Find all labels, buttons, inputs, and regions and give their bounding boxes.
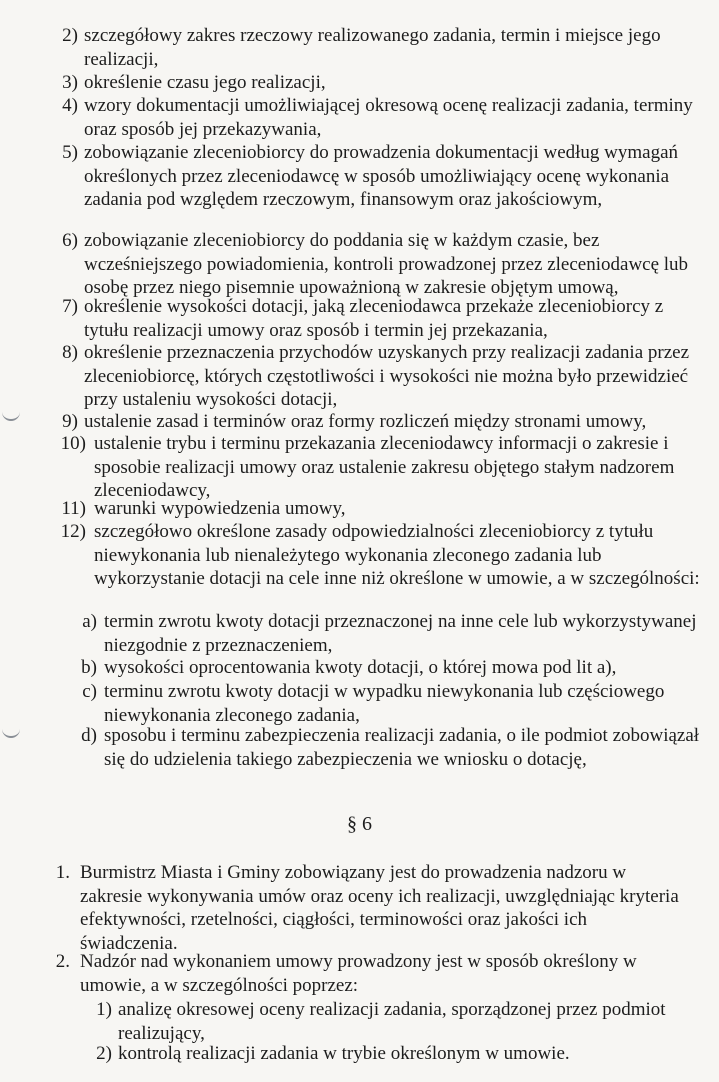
item-number: d) — [81, 725, 97, 746]
item-number: c) — [82, 681, 97, 702]
item-number: 4) — [62, 95, 78, 116]
item-text: ustalenie trybu i terminu przekazania zleceniodawcy informacji o zakresie i sposobie realizacji umowy oraz ustalenie zakresu objętego stałym nadzorem zleceniodawcy, — [94, 433, 675, 502]
item-text: ustalenie zasad i terminów oraz formy rozliczeń między stronami umowy, — [84, 411, 647, 432]
item-number: 6) — [62, 230, 78, 251]
item-text: warunki wypowiedzenia umowy, — [94, 498, 346, 519]
item-number: 8) — [62, 342, 78, 363]
item-number: 3) — [62, 72, 78, 93]
item-text: termin zwrotu kwoty dotacji przeznaczonej na inne cele lub wykorzystywanej niezgodnie z przeznaczeniem, — [104, 611, 697, 656]
item-text: określenie wysokości dotacji, jaką zleceniodawca przekaże zleceniobiorcy z tytułu realizacji umowy oraz sposób i termin jej przekazania, — [84, 296, 664, 341]
item-number: 2. — [55, 951, 70, 972]
item-number: 2) — [62, 25, 78, 46]
item-number: 11) — [61, 498, 86, 519]
item-number: a) — [82, 611, 97, 632]
item-text: Nadzór nad wykonaniem umowy prowadzony jest w sposób określony w umowie, a w szczególności poprzez: — [80, 951, 637, 996]
item-text: określenie czasu jego realizacji, — [84, 72, 326, 93]
item-text: kontrolą realizacji zadania w trybie określonym w umowie. — [118, 1043, 570, 1064]
item-text: wysokości oprocentowania kwoty dotacji, o której mowa pod lit a), — [104, 657, 617, 678]
item-number: 7) — [62, 296, 78, 317]
item-number: 10) — [60, 433, 86, 454]
item-text: zobowiązanie zleceniobiorcy do prowadzenia dokumentacji według wymagań określonych przez zleceniodawcę w sposób umożliwiający ocenę wykonania zadania pod względem rzeczowym, finansowym oraz jakościowym, — [84, 142, 679, 211]
item-text: wzory dokumentacji umożliwiającej okresową ocenę realizacji zadania, terminy oraz sposób jej przekazywania, — [84, 95, 693, 140]
item-text: analizę okresowej oceny realizacji zadania, sporządzonej przez podmiot realizujący, — [118, 999, 666, 1044]
item-text: szczegółowo określone zasady odpowiedzialności zleceniobiorcy z tytułu niewykonania lub nienależytego wykonania zleconego zadania lub wykorzystanie dotacji na cele inne niż określone w umowie, a w szczególności: — [94, 521, 700, 590]
item-number: 5) — [62, 142, 78, 163]
item-number: 2) — [96, 1043, 112, 1064]
item-text: szczegółowy zakres rzeczowy realizowanego zadania, termin i miejsce jego realizacji, — [84, 25, 661, 70]
item-number: 9) — [62, 411, 78, 432]
item-number: 1. — [55, 862, 70, 883]
item-text: sposobu i terminu zabezpieczenia realizacji zadania, o ile podmiot zobowiązał się do udzielenia takiego zabezpieczenia we wniosku o dotację, — [104, 725, 700, 770]
item-text: Burmistrz Miasta i Gminy zobowiązany jest do prowadzenia nadzoru w zakresie wykonywania umów oraz oceny ich realizacji, uwzględniając kryteria efektywności, rzetelności, ciągłości, terminowości oraz jakości ich świadczenia. — [80, 862, 679, 954]
item-number: 1) — [96, 999, 112, 1020]
item-number: b) — [81, 657, 97, 678]
item-text: określenie przeznaczenia przychodów uzyskanych przy realizacji zadania przez zleceniobiorcę, których częstotliwości i wysokości nie można było przewidzieć przy ustaleniu wysokości dotacji, — [84, 342, 690, 411]
item-text: zobowiązanie zleceniobiorcy do poddania się w każdym czasie, bez wcześniejszego powiadomienia, kontroli prowadzonej przez zleceniodawcę lub osobę przez niego pisemnie upoważnioną w zakresie objętym umową, — [84, 230, 689, 299]
section-heading: § 6 — [347, 813, 372, 835]
item-number: 12) — [60, 521, 86, 542]
item-text: terminu zwrotu kwoty dotacji w wypadku niewykonania lub częściowego niewykonania zleconego zadania, — [104, 681, 665, 726]
